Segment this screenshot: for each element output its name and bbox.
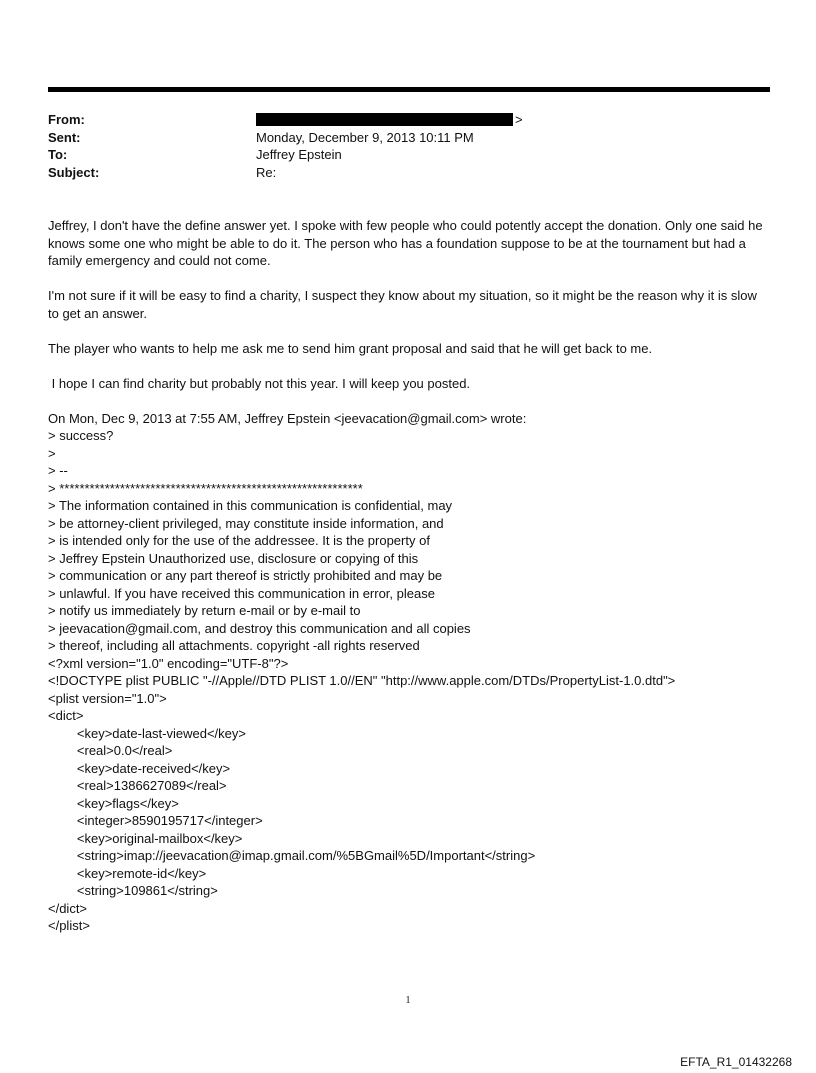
subject-row — [48, 164, 523, 182]
from-value — [256, 111, 523, 129]
from-label: From: — [48, 112, 85, 127]
quoted-line: > — [48, 445, 56, 461]
header-rule — [48, 87, 770, 92]
document-id: EFTA_R1_01432268 — [680, 1055, 792, 1069]
quoted-line: > be attorney-client privileged, may constitute inside information, and — [48, 515, 444, 531]
quoted-line: <key>original-mailbox</key> — [48, 830, 243, 846]
quoted-line: > thereof, including all attachments. copyright -all rights reserved — [48, 638, 420, 653]
body-paragraph: I'm not sure if it will be easy to find a charity, I suspect they know about my situation, so it might be the reason why it is slow to get an answer. — [48, 288, 761, 321]
email-header — [48, 111, 523, 181]
body-paragraph: The player who wants to help me ask me to send him grant proposal and said that he will get back to me. — [48, 340, 653, 356]
quoted-line: > is intended only for the use of the addressee. It is the property of — [48, 533, 430, 548]
quoted-line: > -- — [48, 463, 68, 478]
quoted-line: <key>flags</key> — [48, 795, 179, 811]
to-row — [48, 146, 523, 164]
from-suffix: > — [515, 112, 523, 127]
quoted-line: <plist version="1.0"> — [48, 690, 167, 706]
quoted-line: </dict> — [48, 900, 88, 916]
to-label: To: — [48, 147, 68, 162]
quoted-line: <string>imap://jeevacation@imap.gmail.com/%5BGmail%5D/Important</string> — [48, 848, 536, 863]
quoted-text — [48, 410, 770, 935]
quoted-line: > The information contained in this communication is confidential, may — [48, 498, 453, 513]
quoted-line: <!DOCTYPE plist PUBLIC "-//Apple//DTD PLIST 1.0//EN" "http://www.apple.com/DTDs/PropertyList-1.0.dtd"> — [48, 673, 676, 688]
to-value: Jeffrey Epstein — [256, 147, 342, 162]
quoted-line: <string>109861</string> — [48, 883, 218, 898]
from-row — [48, 111, 523, 129]
body-paragraph: Jeffrey, I don't have the define answer yet. I spoke with few people who could potently accept the donation. Only one said he knows some one who might be able to do it. The person who has a foundation suppose to be at the tournament but had a family emergency and could not come. — [48, 218, 767, 268]
body-paragraph: I hope I can find charity but probably not this year. I will keep you posted. — [48, 375, 471, 391]
sent-value: Monday, December 9, 2013 10:11 PM — [256, 129, 474, 145]
quoted-line: <real>0.0</real> — [48, 743, 173, 758]
quoted-line: </plist> — [48, 918, 90, 933]
sent-label: Sent: — [48, 129, 81, 145]
subject-label: Subject: — [48, 164, 100, 180]
quoted-line: <dict> — [48, 708, 84, 723]
sent-row — [48, 129, 523, 147]
quoted-line: > communication or any part thereof is strictly prohibited and may be — [48, 568, 443, 583]
quoted-line: > notify us immediately by return e-mail or by e-mail to — [48, 603, 361, 618]
email-body — [48, 217, 770, 935]
quoted-line: > unlawful. If you have received this communication in error, please — [48, 585, 435, 601]
subject-value: Re: — [256, 164, 277, 180]
quoted-line: > success? — [48, 428, 114, 443]
quoted-line: On Mon, Dec 9, 2013 at 7:55 AM, Jeffrey Epstein <jeevacation@gmail.com> wrote: — [48, 410, 527, 426]
quoted-line: <key>date-received</key> — [48, 760, 231, 776]
quoted-line: <key>remote-id</key> — [48, 865, 207, 881]
quoted-line: > Jeffrey Epstein Unauthorized use, disclosure or copying of this — [48, 550, 419, 566]
page-number: 1 — [405, 995, 411, 1006]
redaction-bar — [256, 113, 513, 126]
quoted-line: <real>1386627089</real> — [48, 778, 227, 793]
quoted-line: <integer>8590195717</integer> — [48, 813, 263, 828]
quoted-line: <key>date-last-viewed</key> — [48, 725, 246, 741]
quoted-line: > ************************************************************ — [48, 480, 363, 496]
quoted-line: <?xml version="1.0" encoding="UTF-8"?> — [48, 655, 289, 671]
quoted-line: > jeevacation@gmail.com, and destroy this communication and all copies — [48, 620, 471, 636]
